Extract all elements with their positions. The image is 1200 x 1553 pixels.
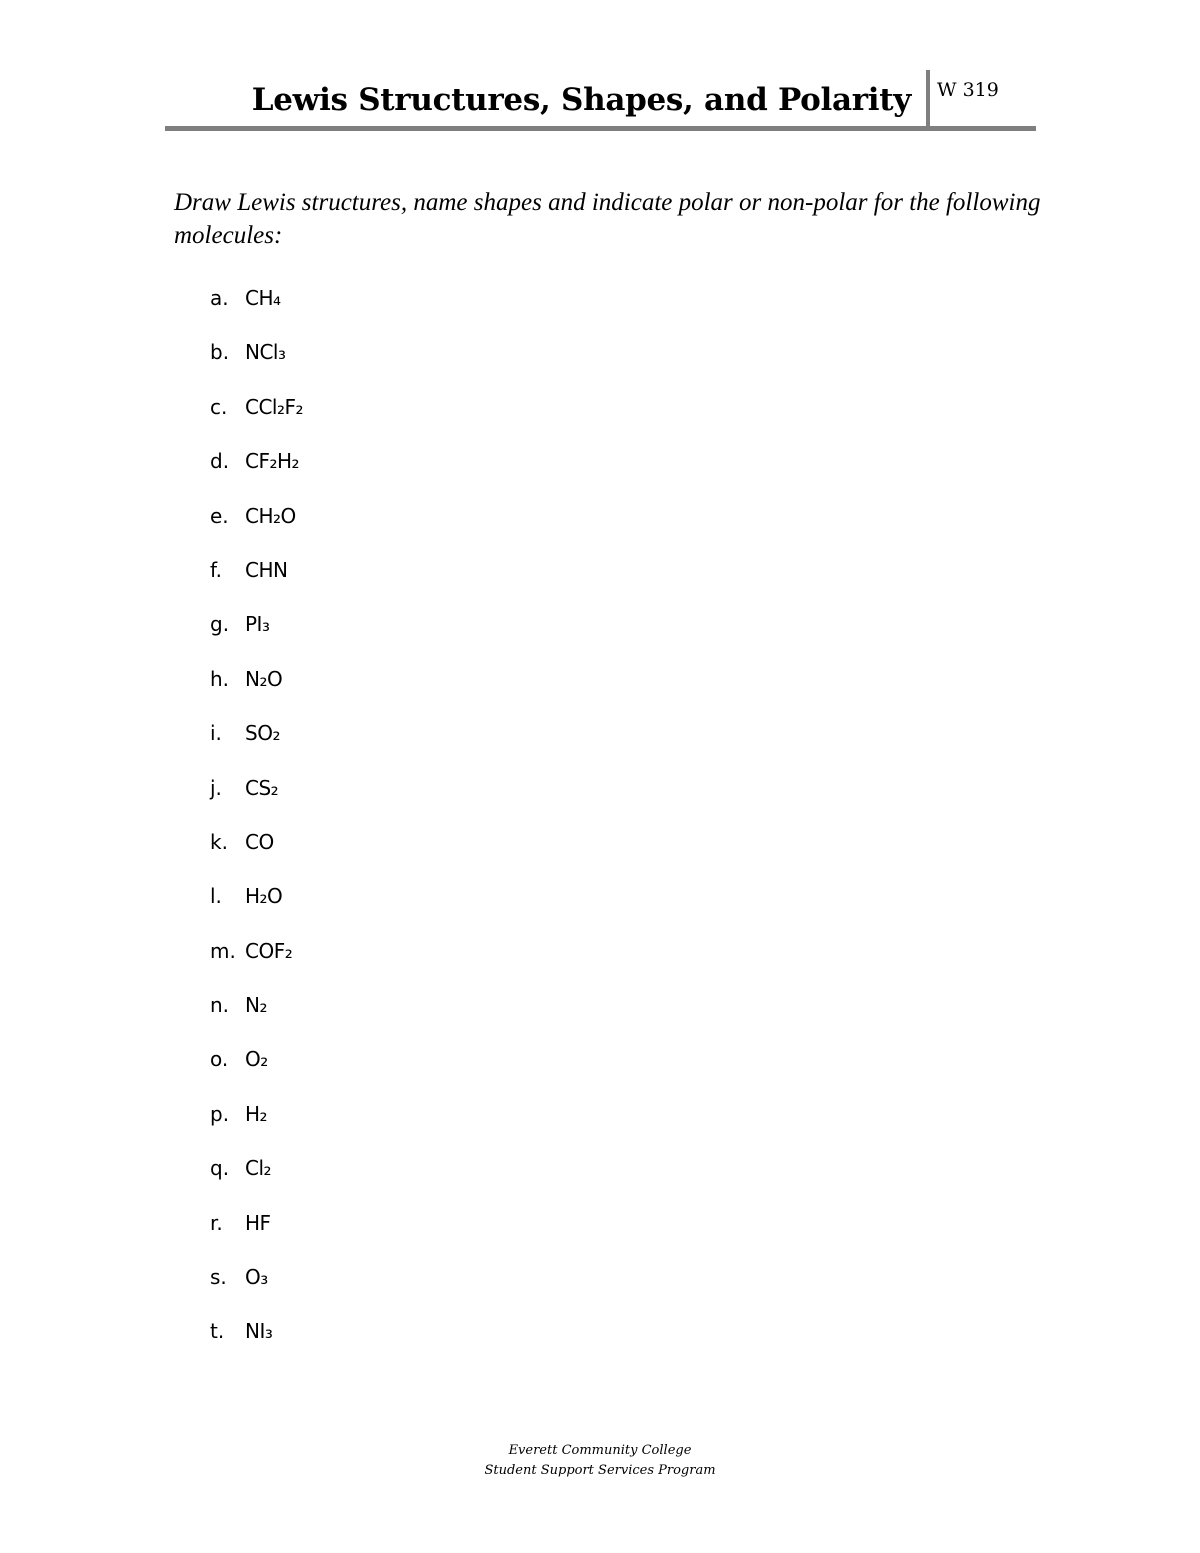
list-item <box>210 1042 303 1096</box>
instructions-text: Draw Lewis structures, name shapes and indicate polar or non-polar for the following molecules: <box>174 189 1041 249</box>
molecule-formula: NCl₃ <box>245 340 286 365</box>
list-item <box>210 444 303 498</box>
molecule-formula: CF₂H₂ <box>245 449 300 474</box>
page-header <box>165 70 1036 132</box>
list-marker: b. <box>210 340 230 365</box>
list-item <box>210 499 303 553</box>
list-item <box>210 716 303 770</box>
page-footer <box>0 1441 1200 1481</box>
list-marker: k. <box>210 829 228 854</box>
list-item <box>210 1314 303 1368</box>
list-item <box>210 1097 303 1151</box>
list-marker: m. <box>210 938 236 963</box>
page-title: Lewis Structures, Shapes, and Polarity <box>251 82 911 118</box>
molecule-formula: Cl₂ <box>245 1156 272 1181</box>
molecule-formula: NI₃ <box>245 1319 273 1344</box>
molecule-formula: HF <box>245 1210 271 1235</box>
list-marker: e. <box>210 503 229 528</box>
molecule-formula: SO₂ <box>245 721 280 746</box>
list-marker: n. <box>210 993 230 1018</box>
molecule-formula: N₂ <box>245 993 267 1018</box>
molecule-formula: H₂O <box>245 884 283 909</box>
list-marker: f. <box>210 557 222 582</box>
molecule-formula: CH₄ <box>245 286 281 310</box>
list-item <box>210 771 303 825</box>
molecule-formula: CO <box>245 829 274 854</box>
list-marker: q. <box>210 1156 230 1181</box>
molecule-formula: O₂ <box>245 1047 268 1072</box>
list-item <box>210 934 303 988</box>
list-item <box>210 281 303 335</box>
header-rule <box>165 126 1036 131</box>
list-marker: s. <box>210 1265 227 1290</box>
molecule-formula: CH₂O <box>245 503 296 528</box>
list-item <box>210 553 303 607</box>
header-divider <box>926 70 930 128</box>
molecule-formula: CS₂ <box>245 775 279 800</box>
list-item <box>210 607 303 661</box>
molecule-formula: PI₃ <box>245 612 270 637</box>
list-marker: j. <box>210 775 222 800</box>
document-code: W 319 <box>937 79 999 101</box>
molecule-formula: N₂O <box>245 666 283 691</box>
molecule-list <box>210 281 303 1369</box>
list-item <box>210 1151 303 1205</box>
list-item <box>210 335 303 389</box>
list-item <box>210 1206 303 1260</box>
list-marker: o. <box>210 1047 229 1072</box>
list-marker: a. <box>210 286 229 310</box>
list-item <box>210 390 303 444</box>
list-item <box>210 879 303 933</box>
list-marker: p. <box>210 1101 230 1126</box>
list-marker: g. <box>210 612 230 637</box>
list-marker: r. <box>210 1210 223 1235</box>
list-marker: i. <box>210 721 222 746</box>
molecule-formula: O₃ <box>245 1265 268 1290</box>
list-marker: d. <box>210 449 230 474</box>
list-marker: c. <box>210 394 228 419</box>
list-item <box>210 988 303 1042</box>
footer-program-name: Student Support Services Program <box>484 1463 716 1478</box>
molecule-formula: CCl₂F₂ <box>245 394 304 419</box>
molecule-formula: H₂ <box>245 1101 268 1126</box>
molecule-formula: COF₂ <box>245 938 293 963</box>
list-item <box>210 662 303 716</box>
list-item <box>210 825 303 879</box>
molecule-formula: CHN <box>245 557 288 582</box>
list-item <box>210 1260 303 1314</box>
list-marker: h. <box>210 666 230 691</box>
list-marker: t. <box>210 1319 225 1344</box>
list-marker: l. <box>210 884 222 909</box>
footer-college-name: Everett Community College <box>508 1443 692 1458</box>
